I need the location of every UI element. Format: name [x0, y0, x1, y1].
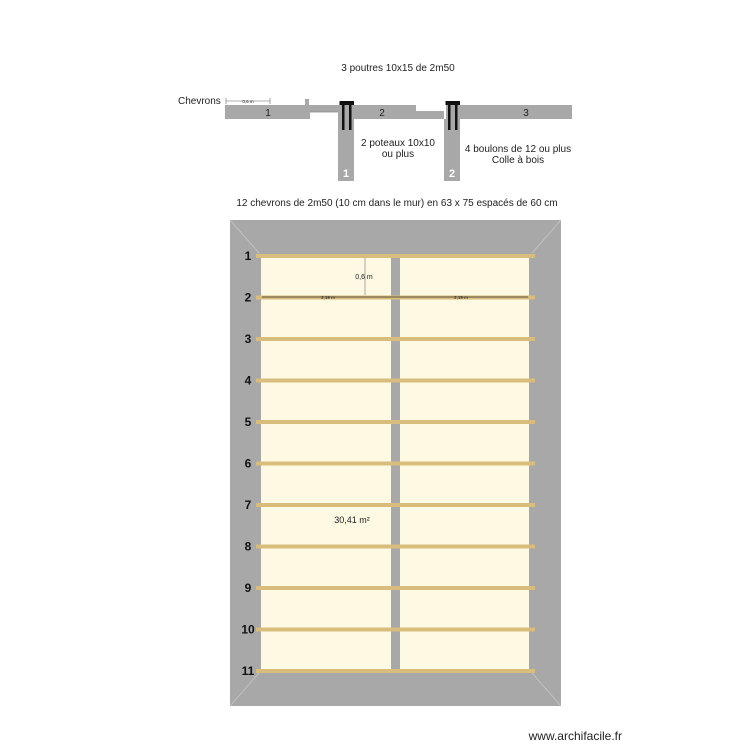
row-number-2: 2: [244, 290, 252, 305]
beams-label: 3 poutres 10x15 de 2m50: [341, 63, 455, 74]
watermark: www.archifacile.fr: [528, 729, 622, 743]
elevation-view: [178, 63, 572, 181]
beam-number-3: 3: [523, 108, 529, 119]
bolt-head: [446, 101, 454, 105]
bolt: [342, 103, 345, 130]
spacing-dimension: 0,6 m: [355, 274, 373, 281]
bolt-head: [340, 101, 348, 105]
row-number-4: 4: [244, 373, 252, 388]
plan-title: 12 chevrons de 2m50 (10 cm dans le mur) en 63 x 75 espacés de 60 cm: [236, 198, 558, 209]
row-number-1: 1: [244, 249, 252, 263]
beam-number-1: 1: [265, 108, 271, 119]
beam-3: [446, 105, 572, 119]
chevron-4: [256, 379, 535, 383]
row-number-3: 3: [244, 332, 252, 346]
bolts-label-line-2: Colle à bois: [491, 155, 545, 166]
chevron-11: [256, 669, 535, 673]
bolts-label-line-1: 4 boulons de 12 ou plus: [464, 144, 572, 155]
chevron-8: [256, 545, 535, 549]
bolt: [455, 103, 458, 130]
beam-2: [338, 105, 444, 119]
chevrons-label: Chevrons: [178, 96, 221, 107]
chevron-7: [256, 503, 535, 507]
bolt: [349, 103, 352, 130]
plan-view: [230, 198, 561, 706]
area-label: 30,41 m²: [334, 515, 370, 525]
post-number-1: 1: [342, 168, 350, 180]
bolt-head: [347, 101, 355, 105]
row-number-7: 7: [244, 498, 252, 512]
row-number-11: 11: [241, 664, 255, 678]
span-dimension-right: 2,19 m: [454, 295, 468, 300]
chevron-end: [305, 99, 309, 105]
chevron-3: [256, 337, 535, 341]
row-number-5: 5: [244, 415, 252, 429]
chevron-5: [256, 420, 535, 424]
row-number-8: 8: [244, 539, 252, 554]
chevron-9: [256, 586, 535, 590]
span-dimension-left: 2,19 m: [321, 295, 335, 300]
chevron-2: [256, 296, 535, 300]
row-number-9: 9: [244, 581, 252, 595]
bolt: [448, 103, 451, 130]
posts-label-line-1: 2 poteaux 10x10: [361, 138, 435, 149]
row-number-10: 10: [241, 622, 255, 637]
bolt-head: [453, 101, 461, 105]
chevron-6: [256, 462, 535, 466]
row-number-6: 6: [244, 456, 252, 471]
chevron-1: [256, 254, 535, 258]
post-number-2: 2: [448, 168, 456, 180]
beam-number-2: 2: [379, 108, 385, 119]
chevron-10: [256, 628, 535, 632]
chevrons-dimension: 0,6 m: [242, 99, 254, 104]
posts-label-line-2: ou plus: [381, 149, 415, 160]
